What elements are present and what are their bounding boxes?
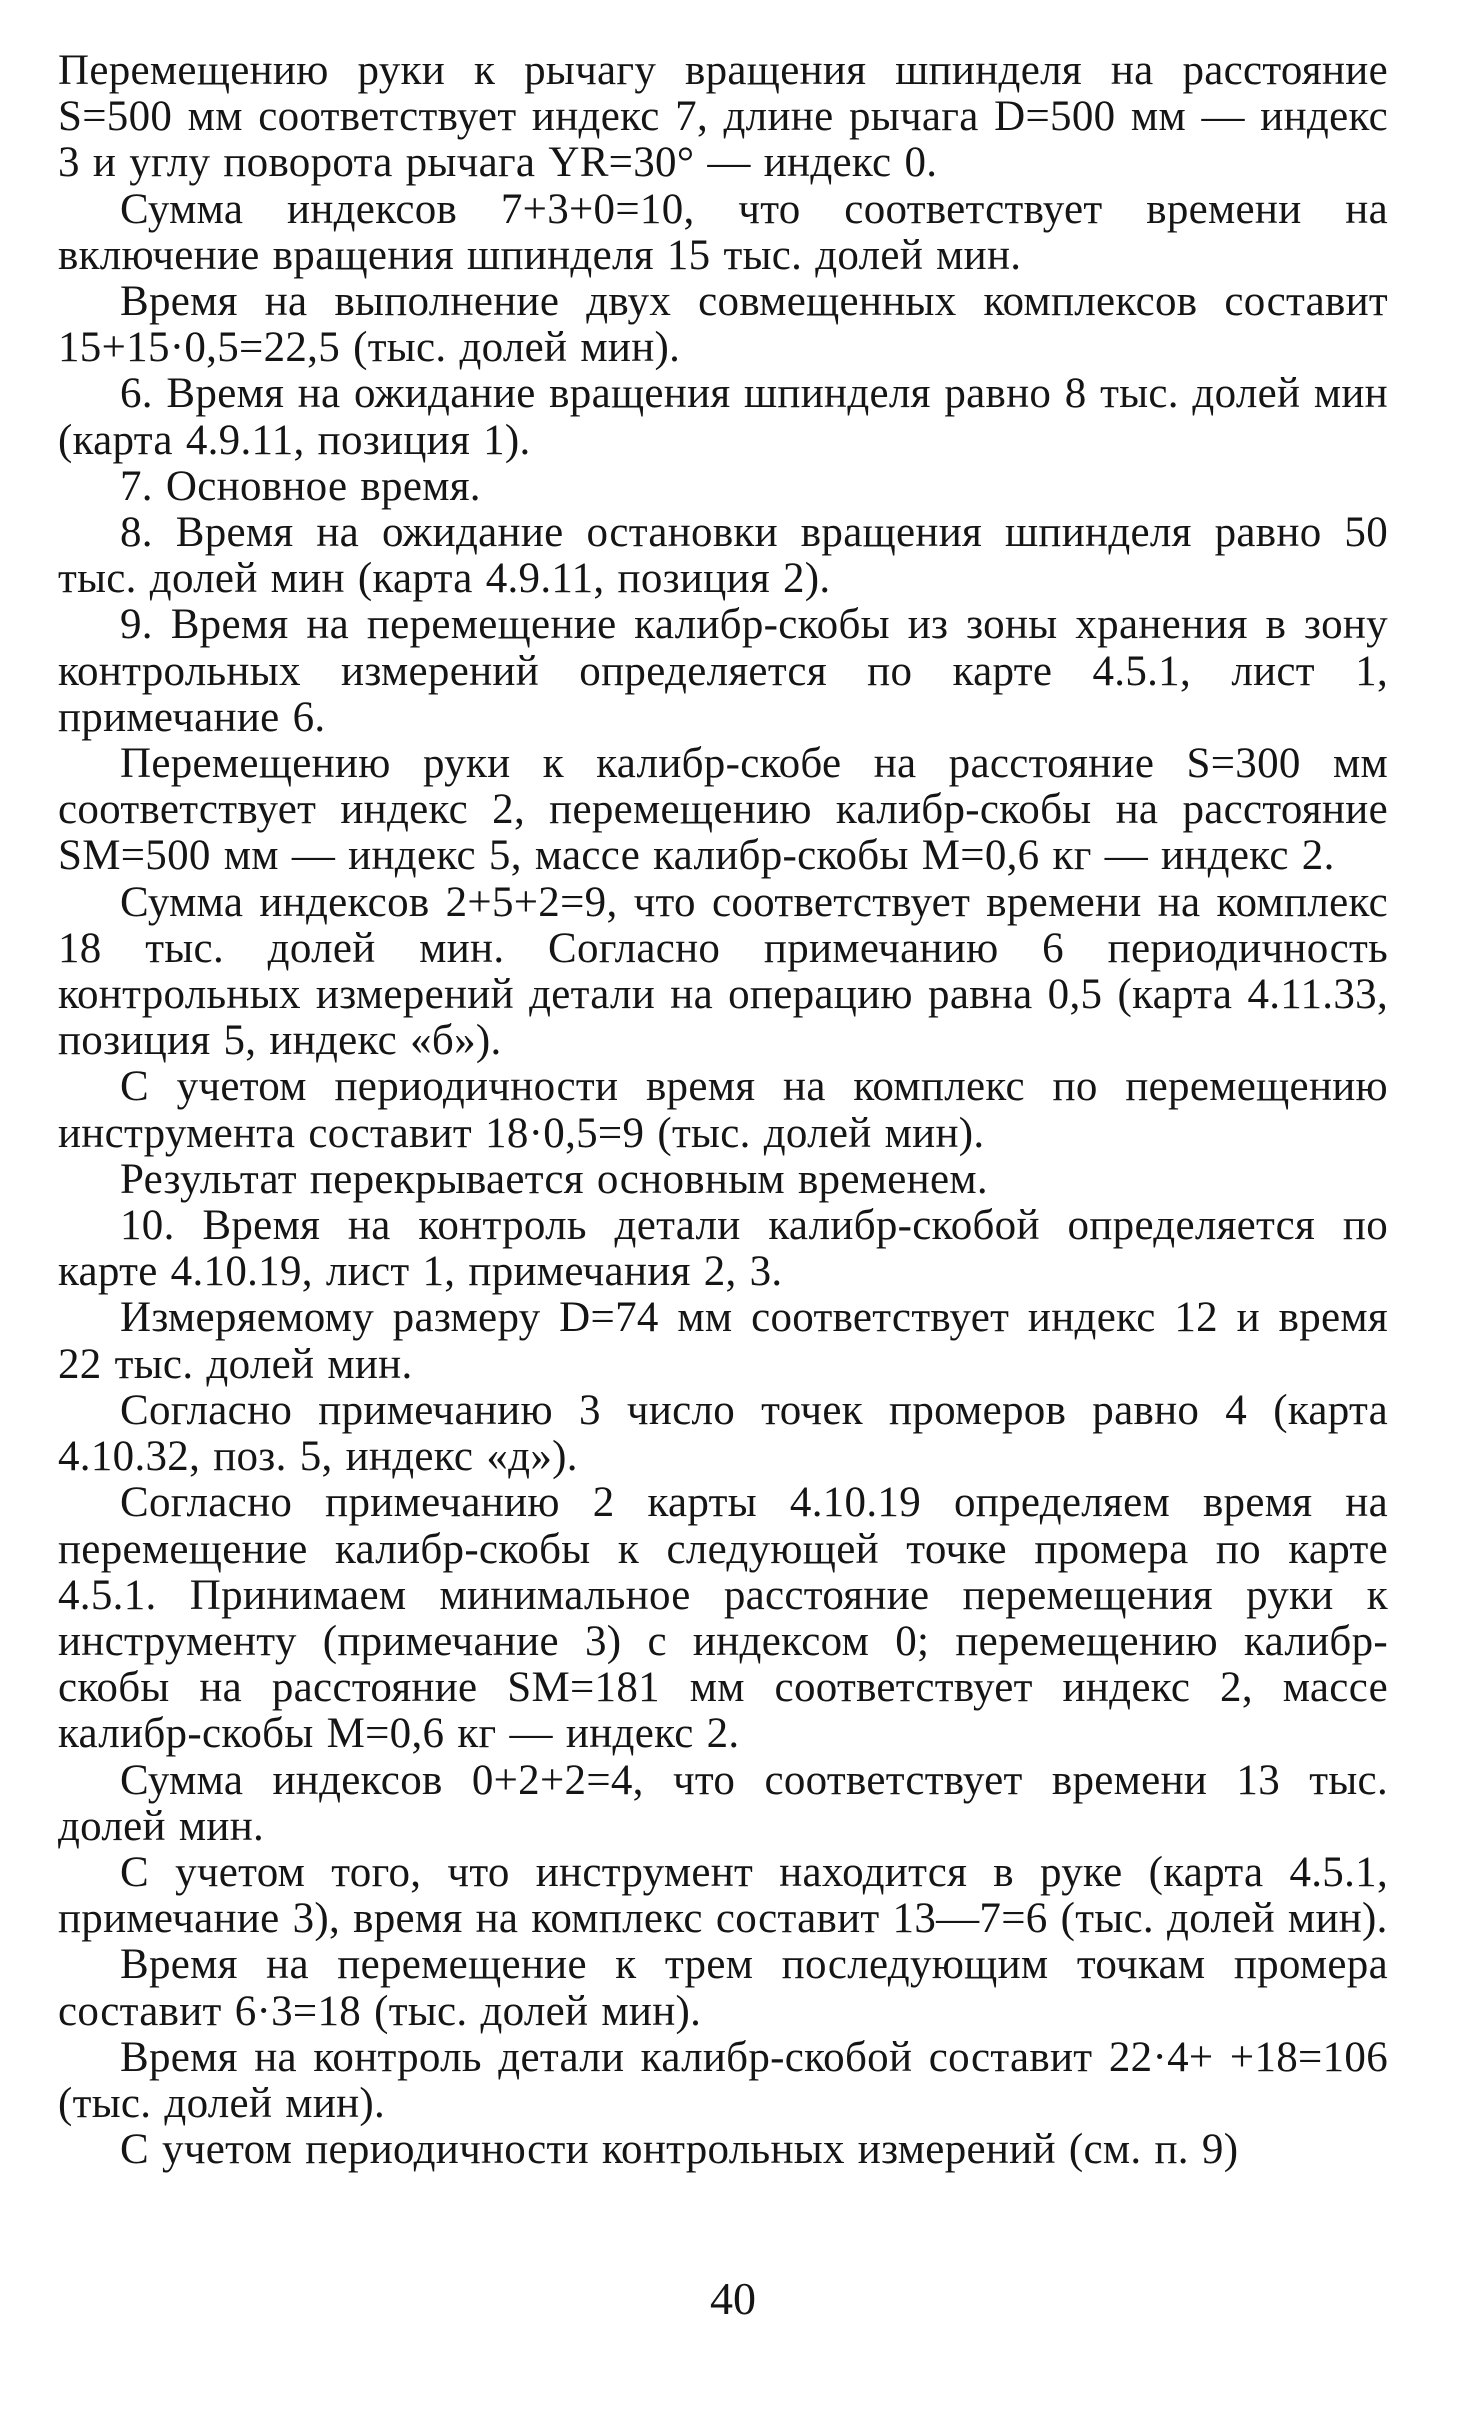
page-number: 40 bbox=[710, 2273, 756, 2324]
paragraph-18: Время на перемещение к трем последующим точкам промера составит 6·3=18 (тыс. долей мин). bbox=[58, 1941, 1388, 2035]
paragraph-14: Согласно примечанию 3 число точек промеров равно 4 (карта 4.10.32, поз. 5, индекс «д»). bbox=[58, 1386, 1388, 1481]
paragraph-6: 8. Время на ожидание остановки вращения шпинделя равно 50 тыс. долей мин (карта 4.9.11, позиция 2). bbox=[58, 509, 1388, 603]
paragraph-15: Согласно примечанию 2 карты 4.10.19 определяем время на перемещение калибр-скобы к следующей точке промера по карте 4.5.1. Принимаем минимальное расстояние перемещения руки к инструменту (примечание 3) с индексом 0; перемещению калибр-скобы на расстояние SM=181 мм соответствует индекс 2, массе калибр-скобы M=0,6 кг — индекс 2. bbox=[58, 1479, 1388, 1758]
paragraph-7: 9. Время на перемещение калибр-скобы из зоны хранения в зону контрольных измерений определяется по карте 4.5.1, лист 1, примечание 6. bbox=[58, 601, 1388, 741]
paragraph-5: 7. Основное время. bbox=[120, 462, 481, 510]
paragraph-19: Время на контроль детали калибр-скобой составит 22·4+ +18=106 (тыс. долей мин). bbox=[58, 2033, 1388, 2127]
paragraph-3: Время на выполнение двух совмещенных комплексов составит 15+15·0,5=22,5 (тыс. долей мин). bbox=[58, 278, 1388, 372]
paragraph-4: 6. Время на ожидание вращения шпинделя равно 8 тыс. долей мин (карта 4.9.11, позиция 1). bbox=[58, 370, 1388, 464]
paragraph-11: Результат перекрывается основным временем. bbox=[120, 1155, 988, 1203]
paragraph-20: С учетом периодичности контрольных измерений (см. п. 9) bbox=[120, 2126, 1239, 2174]
paragraph-12: 10. Время на контроль детали калибр-скобой определяется по карте 4.10.19, лист 1, примечания 2, 3. bbox=[58, 1202, 1388, 1296]
paragraph-10: С учетом периодичности время на комплекс по перемещению инструмента составит 18·0,5=9 (тыс. долей мин). bbox=[58, 1063, 1388, 1157]
paragraph-13: Измеряемому размеру D=74 мм соответствует индекс 12 и время 22 тыс. долей мин. bbox=[58, 1294, 1388, 1388]
paragraph-17: С учетом того, что инструмент находится в руке (карта 4.5.1, примечание 3), время на комплекс составит 13—7=6 (тыс. долей мин). bbox=[58, 1848, 1388, 1943]
paragraph-1: Перемещению руки к рычагу вращения шпинделя на расстояние S=500 мм соответствует индекс 7, длине рычага D=500 мм — индекс 3 и углу поворота рычага YR=30° — индекс 0. bbox=[58, 47, 1388, 187]
paragraph-2: Сумма индексов 7+3+0=10, что соответствует времени на включение вращения шпинделя 15 тыс. долей мин. bbox=[58, 185, 1388, 279]
page-body bbox=[58, 48, 1388, 2173]
paragraph-16: Сумма индексов 0+2+2=4, что соответствует времени 13 тыс. долей мин. bbox=[58, 1756, 1388, 1850]
paragraph-9: Сумма индексов 2+5+2=9, что соответствует времени на комплекс 18 тыс. долей мин. Согласно примечанию 6 периодичность контрольных измерений детали на операцию равна 0,5 (карта 4.11.33, позиция 5, индекс «б»). bbox=[58, 878, 1388, 1065]
paragraph-8: Перемещению руки к калибр-скобе на расстояние S=300 мм соответствует индекс 2, перемещению калибр-скобы на расстояние SM=500 мм — индекс 5, массе калибр-скобы M=0,6 кг — индекс 2. bbox=[58, 740, 1388, 880]
